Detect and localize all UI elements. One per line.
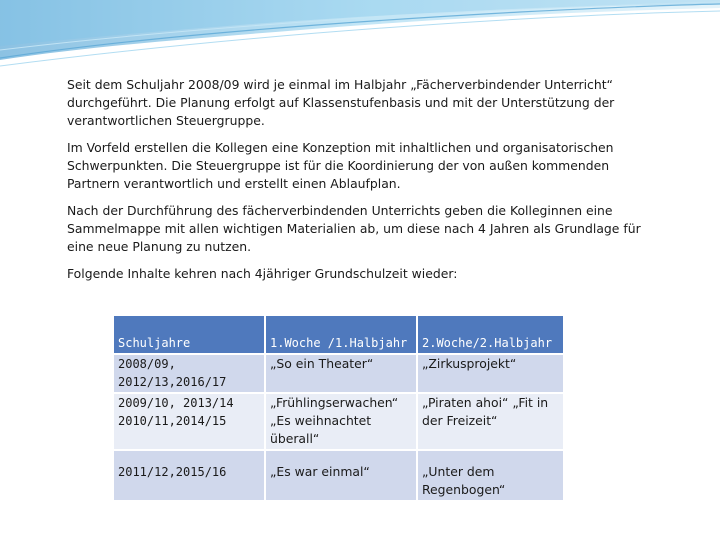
schedule-table xyxy=(112,314,565,502)
table-row xyxy=(114,355,563,392)
paragraph-followup: Nach der Durchführung des fächerverbindenden Unterrichts geben die Kolleginnen eine Sammelmappe mit allen wichtigen Materialien ab, um diese nach 4 Jahren als Grundlage für eine neue Planung zu nutzen. xyxy=(67,203,641,254)
body-text xyxy=(67,76,657,292)
paragraph-preparation: Im Vorfeld erstellen die Kollegen eine Konzeption mit inhaltlichen und organisatorischen Schwerpunkten. Die Steuergruppe ist für die Koordinierung der von außen kommenden Partnern verantwortlich und erstellt einen Ablaufplan. xyxy=(67,140,614,191)
table-cell: „Piraten ahoi“ „Fit in der Freizeit“ xyxy=(418,394,563,449)
table-cell: 2008/09, 2012/13,2016/17 xyxy=(114,355,264,392)
table-header-row xyxy=(114,316,563,353)
table-cell: „Frühlingserwachen“ „Es weihnachtet überall“ xyxy=(266,394,416,449)
table-header-cell: 2.Woche/2.Halbjahr xyxy=(418,316,563,353)
table-cell: „Zirkusprojekt“ xyxy=(418,355,563,392)
table-row xyxy=(114,394,563,449)
paragraph-table-intro: Folgende Inhalte kehren nach 4jähriger Grundschulzeit wieder: xyxy=(67,266,458,281)
header-wave-decoration xyxy=(0,0,720,80)
table-cell: „So ein Theater“ xyxy=(266,355,416,392)
paragraph-intro: Seit dem Schuljahr 2008/09 wird je einmal im Halbjahr „Fächerverbindender Unterricht“ durchgeführt. Die Planung erfolgt auf Klassenstufenbasis und mit der Unterstützung der verantwortlichen Steuergruppe. xyxy=(67,77,615,128)
table-header-cell: 1.Woche /1.Halbjahr xyxy=(266,316,416,353)
table-header-cell: Schuljahre xyxy=(114,316,264,353)
table-cell: „Es war einmal“ xyxy=(266,451,416,500)
table-cell: 2009/10, 2013/14 2010/11,2014/15 xyxy=(114,394,264,449)
table-cell: 2011/12,2015/16 xyxy=(114,451,264,500)
table-row xyxy=(114,451,563,500)
table-cell: „Unter dem Regenbogen“ xyxy=(418,451,563,500)
